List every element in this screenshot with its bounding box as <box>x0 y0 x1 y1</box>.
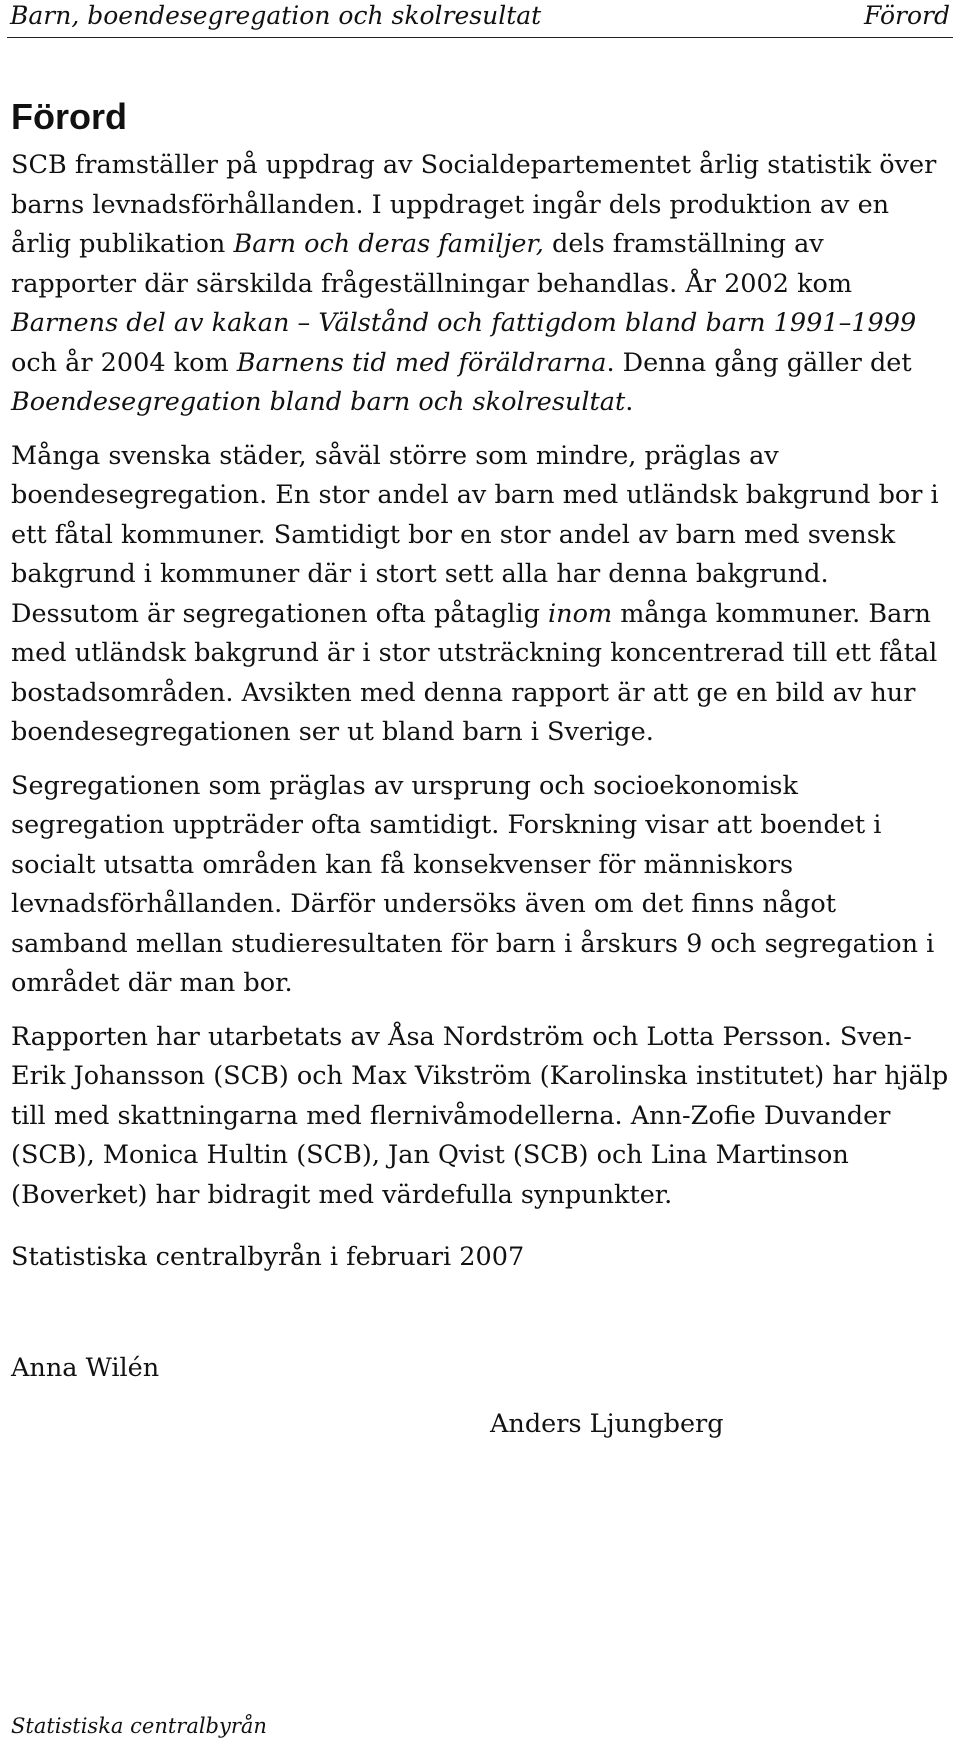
paragraph-2: Många svenska städer, såväl större som mindre, präglas av boendesegregation. En stor andel av barn med utländsk bakgrund bor i ett fåtal kommuner. Samtidigt bor en stor andel av barn med svensk bakgrund i kommuner där i stort sett alla har denna bakgrund. Dessutom är segregationen ofta påtaglig inom många kommuner. Barn med utländsk bakgrund är i stor utsträckning koncentrerad till ett fåtal bostadsområden. Avsikten med denna rapport är att ge en bild av hur boendesegregationen ser ut bland barn i Sverige. <box>11 440 939 747</box>
running-header <box>7 0 953 38</box>
paragraph-4: Rapporten har utarbetats av Åsa Nordström och Lotta Persson. Sven-Erik Johansson (SCB) och Max Vikström (Karolinska institutet) har hjälp till med skattningarna med flernivåmodellerna. Ann-Zofie Duvander (SCB), Monica Hultin (SCB), Jan Qvist (SCB) och Lina Martinson (Boverket) har bidragit med värdefulla synpunkter. <box>11 1021 949 1210</box>
page-title: Förord <box>11 96 127 137</box>
running-header-section: Förord <box>864 1 950 30</box>
emphasis-inom: inom <box>548 598 613 629</box>
signature-name-2: Anders Ljungberg <box>490 1409 724 1439</box>
signature-name-1: Anna Wilén <box>11 1353 160 1383</box>
paragraph-1: SCB framställer på uppdrag av Socialdepartementet årlig statistik över barns levnadsförhållanden. I uppdraget ingår dels produktion av en årlig publikation Barn och deras familjer, dels framställning av rapporter där särskilda frågeställningar behandlas. År 2002 kom Barnens del av kakan – Välstånd och fattigdom bland barn 1991–1999 och år 2004 kom Barnens tid med föräldrarna. Denna gång gäller det Boendesegregation bland barn och skolresultat. <box>11 150 937 417</box>
place-and-date: Statistiska centralbyrån i februari 2007 <box>11 1242 525 1272</box>
page-footer: Statistiska centralbyrån <box>11 1714 267 1738</box>
publication-title-1: Barn och deras familjer, <box>233 229 544 259</box>
publication-title-4: Boendesegregation bland barn och skolresultat <box>11 387 626 417</box>
publication-title-2: Barnens del av kakan – Välstånd och fattigdom bland barn 1991–1999 <box>11 308 917 338</box>
body-text <box>11 146 951 1229</box>
running-header-title: Barn, boendesegregation och skolresultat <box>10 1 542 30</box>
paragraph-3: Segregationen som präglas av ursprung och socioekonomisk segregation uppträder ofta samtidigt. Forskning visar att boendet i socialt utsatta områden kan få konsekvenser för människors levnadsförhållanden. Därför undersöks även om det finns något samband mellan studieresultaten för barn i årskurs 9 och segregation i området där man bor. <box>11 770 935 998</box>
publication-title-3: Barnens tid med föräldrarna <box>236 347 607 378</box>
